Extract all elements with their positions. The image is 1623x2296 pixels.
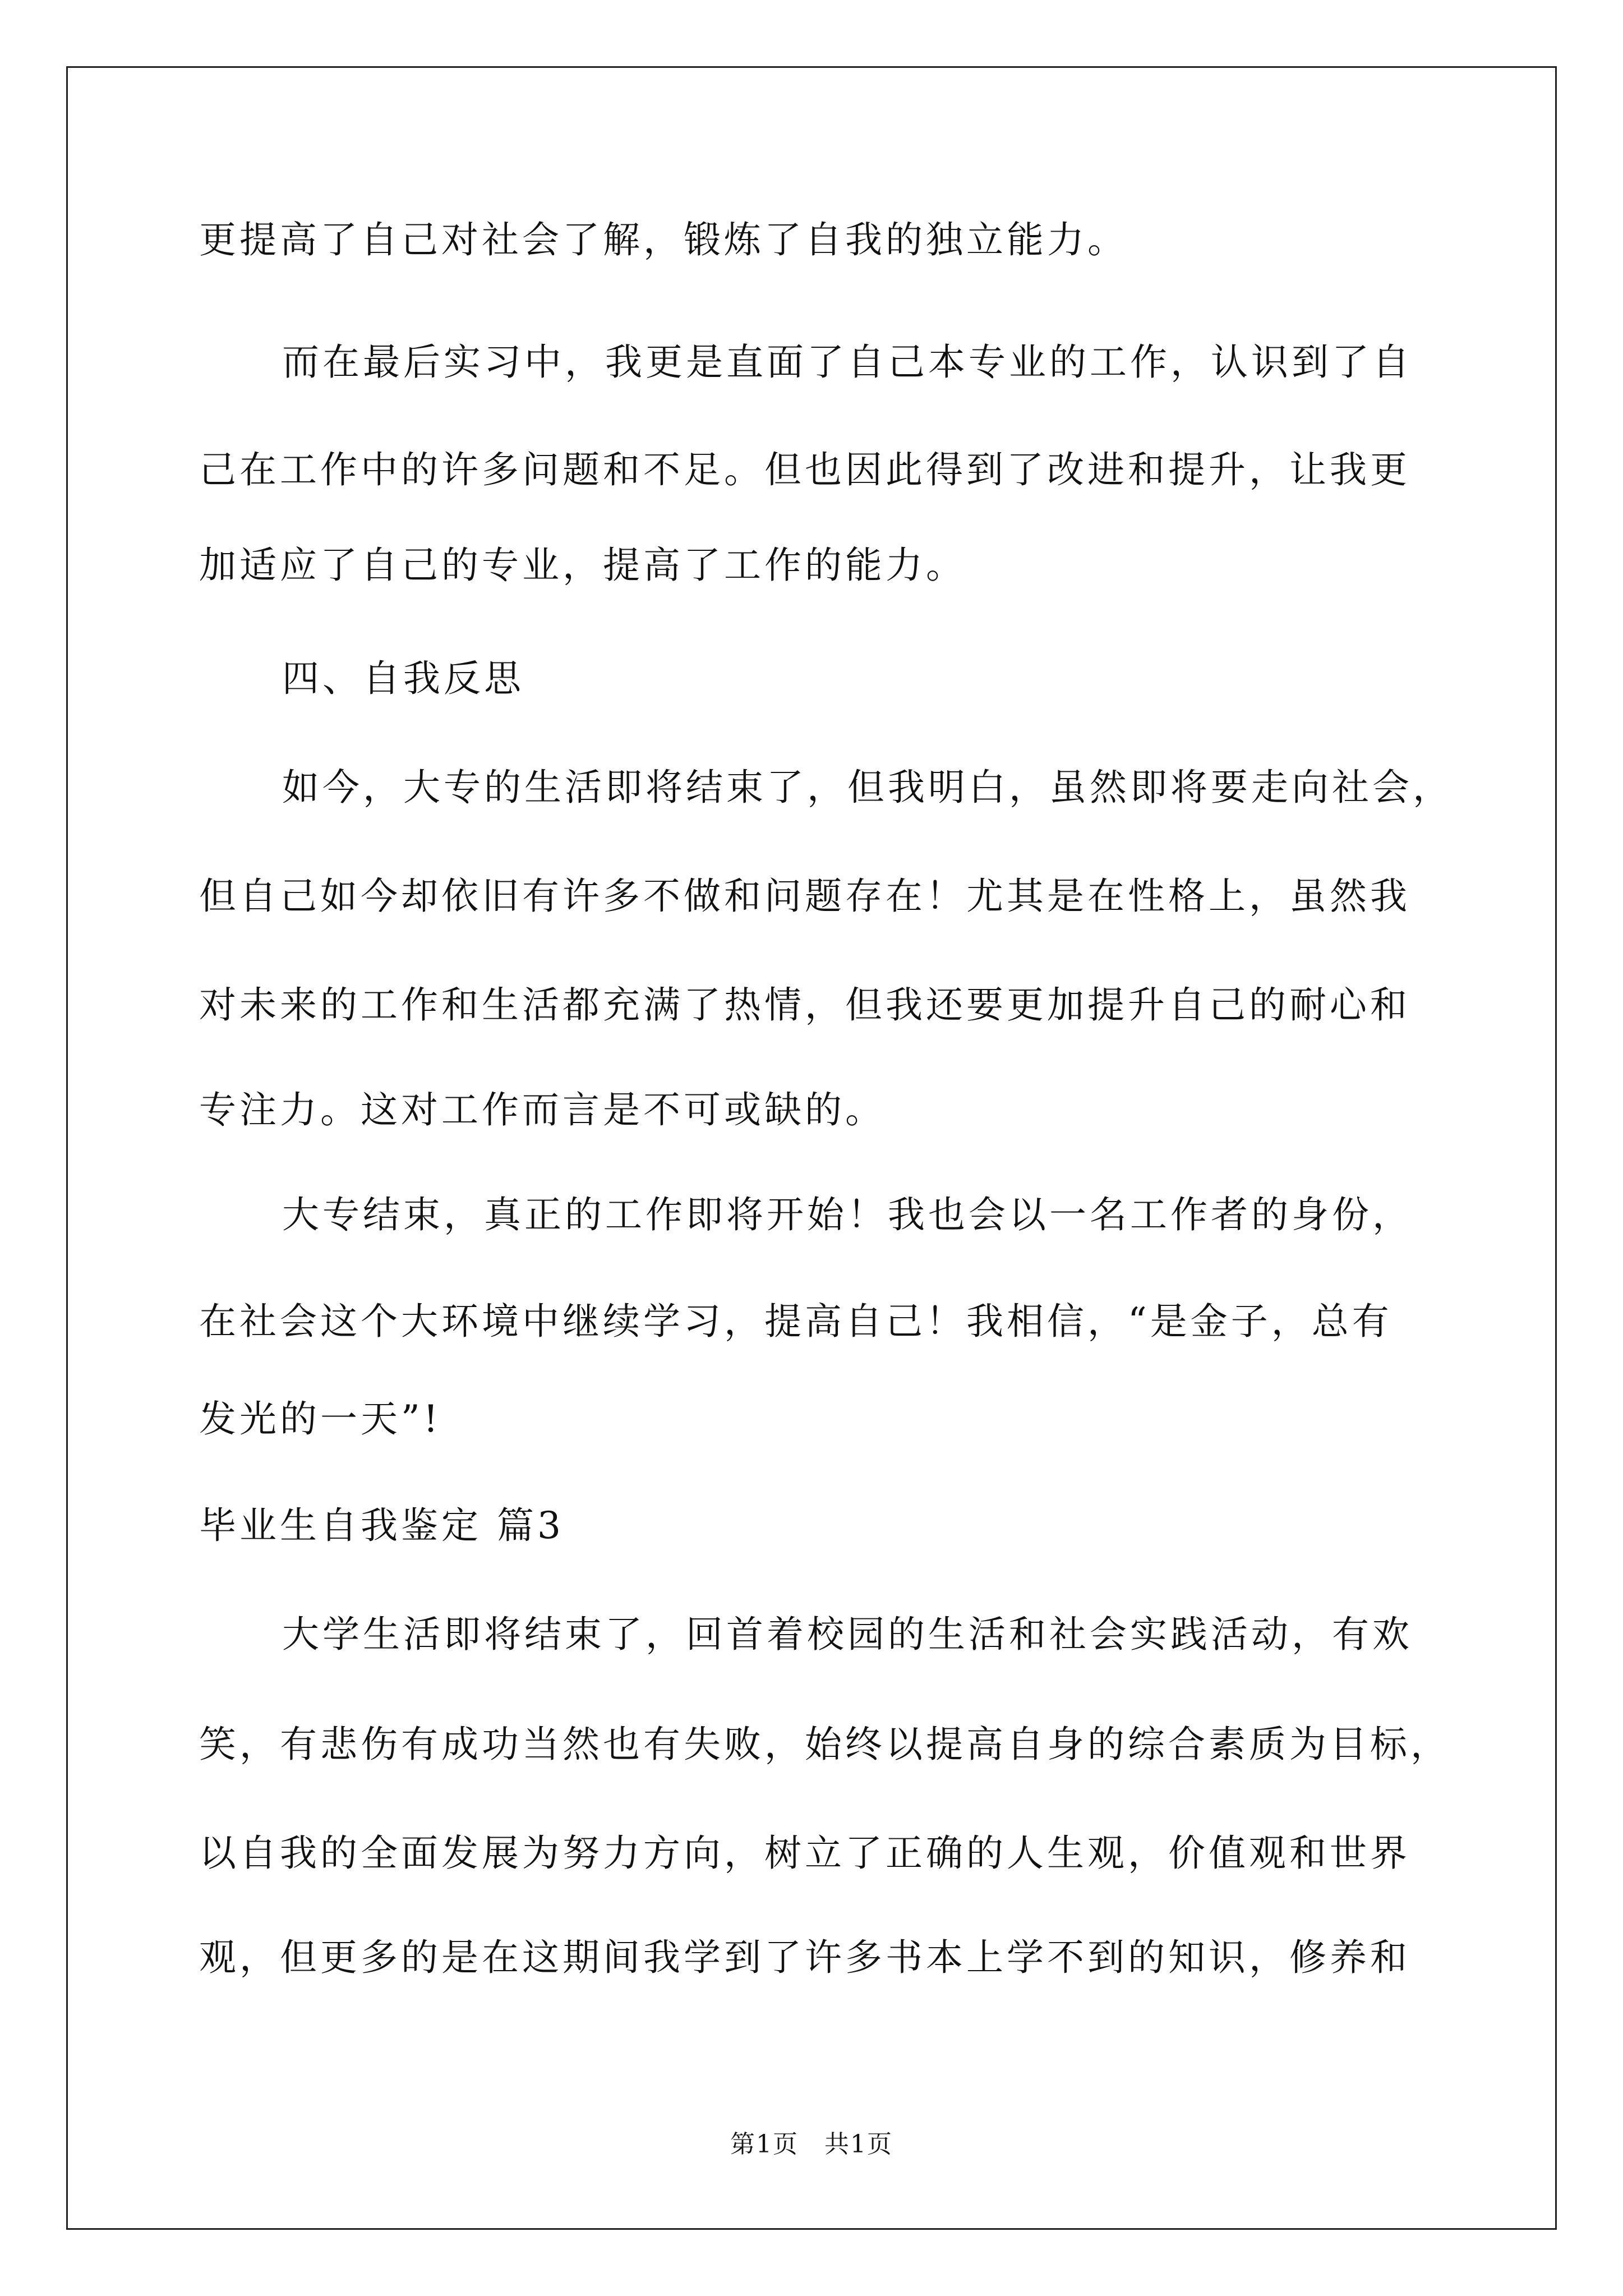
article-heading: 毕业生自我鉴定 篇3	[199, 1504, 564, 1547]
body-line-2: 而在最后实习中，我更是直面了自己本专业的工作，认识到了自	[282, 341, 1413, 384]
body-line-10: 大专结束，真正的工作即将开始！我也会以一名工作者的身份，	[282, 1193, 1413, 1236]
page-number-footer: 第1页 共1页	[730, 2130, 893, 2159]
body-line-12: 发光的一天”!	[199, 1397, 442, 1441]
body-line-9: 专注力。这对工作而言是不可或缺的。	[199, 1088, 886, 1131]
body-line-3: 己在工作中的许多问题和不足。但也因此得到了改进和提升，让我更	[199, 448, 1410, 491]
body-line-8: 对未来的工作和生活都充满了热情，但我还要更加提升自己的耐心和	[199, 983, 1410, 1027]
body-line-6: 如今，大专的生活即将结束了，但我明白，虽然即将要走向社会，	[282, 766, 1453, 809]
body-line-15: 笑，有悲伤有成功当然也有失败，始终以提高自身的综合素质为目标，	[199, 1723, 1451, 1766]
page-border	[66, 66, 1557, 2230]
body-line-4: 加适应了自己的专业，提高了工作的能力。	[199, 544, 966, 587]
body-line-11: 在社会这个大环境中继续学习，提高自己！我相信，“是金子，总有	[199, 1300, 1393, 1343]
body-line-14: 大学生活即将结束了，回首着校园的生活和社会实践活动，有欢	[282, 1613, 1413, 1656]
body-line-17: 观，但更多的是在这期间我学到了许多书本上学不到的知识，修养和	[199, 1936, 1410, 1979]
section-heading: 四、自我反思	[282, 657, 524, 700]
body-line-7: 但自己如今却依旧有许多不做和问题存在！尤其是在性格上，虽然我	[199, 875, 1410, 918]
body-line-16: 以自我的全面发展为努力方向，树立了正确的人生观，价值观和世界	[199, 1832, 1410, 1875]
body-line-1: 更提高了自己对社会了解，锻炼了自我的独立能力。	[199, 218, 1128, 261]
